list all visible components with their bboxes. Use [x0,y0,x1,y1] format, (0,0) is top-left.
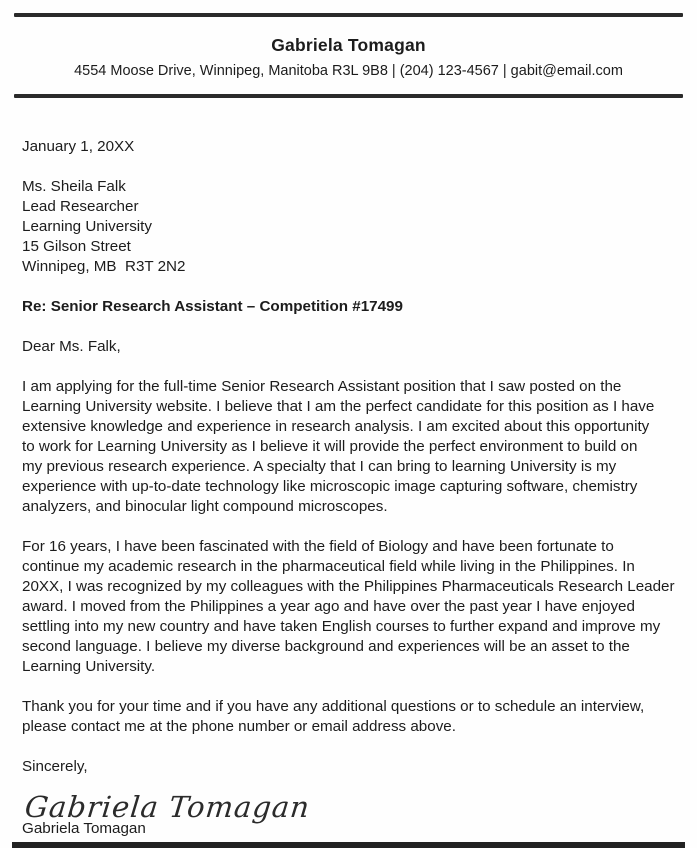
letterhead-bottom-rule [12,842,685,848]
letterhead-top-rule [14,13,683,17]
paragraph-2 [22,537,675,677]
text-line: settling into my new country and have taken English courses to further expand and improve my [22,618,661,635]
text-line: experience with up-to-date technology like microscopic image capturing software, chemistry [22,478,638,495]
letterhead-contact-line: 4554 Moose Drive, Winnipeg, Manitoba R3L 9B8 | (204) 123-4567 | gabit@email.com [74,63,623,79]
salutation: Dear Ms. Falk, [22,338,121,355]
text-line: Lead Researcher [22,198,139,215]
paragraph-1 [22,377,675,517]
letterhead-name: Gabriela Tomagan [271,35,426,55]
letter-date: January 1, 20XX [22,138,135,155]
text-line: I am applying for the full-time Senior Research Assistant position that I saw posted on the [22,378,622,395]
closing: Sincerely, [22,758,88,775]
text-line: 15 Gilson Street [22,238,131,255]
text-line: For 16 years, I have been fascinated with the field of Biology and have been fortunate to [22,538,614,555]
text-line: award. I moved from the Philippines a year ago and have over the past year I have enjoyed [22,598,635,615]
paragraph-3 [22,697,675,737]
letterhead-divider-rule [14,94,683,98]
text-line: extensive knowledge and experience in research analysis. I am excited about this opportunity [22,418,650,435]
text-line: Learning University. [22,658,156,675]
text-line: Winnipeg, MB R3T 2N2 [22,258,186,275]
text-line: my previous research experience. A specialty that I can bring to learning University is my [22,458,617,475]
text-line: 20XX, I was recognized by my colleagues with the Philippines Pharmaceuticals Research Leader [22,578,675,595]
text-line: second language. I believe my diverse background and experiences will be an asset to the [22,638,630,655]
letter-body [22,137,675,839]
text-line: continue my academic research in the pharmaceutical field while living in the Philippines. In [22,558,635,575]
text-line: Learning University website. I believe that I am the perfect candidate for this position as I have [22,398,655,415]
text-line: Ms. Sheila Falk [22,178,126,195]
text-line: please contact me at the phone number or email address above. [22,718,456,735]
handwritten-signature: Gabriela Tomagan [23,790,312,824]
subject-line: Re: Senior Research Assistant – Competition #17499 [22,298,403,315]
text-line: to work for Learning University as I believe it will provide the perfect environment to build on [22,438,638,455]
text-line: analyzers, and binocular light compound microscopes. [22,498,388,515]
recipient-address-block [22,177,675,277]
typed-signature-name: Gabriela Tomagan [22,820,146,837]
text-line: Thank you for your time and if you have any additional questions or to schedule an interview, [22,698,645,715]
text-line: Learning University [22,218,152,235]
